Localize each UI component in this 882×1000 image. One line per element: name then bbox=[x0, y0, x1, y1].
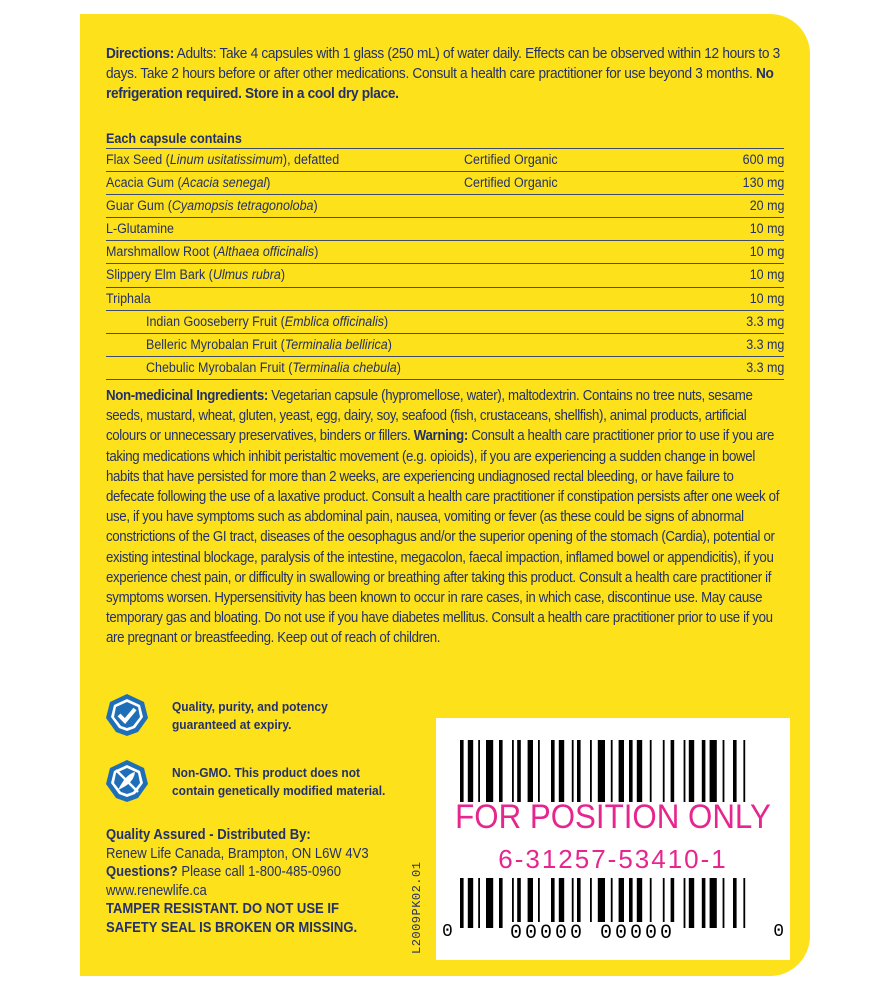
barcode-bar bbox=[460, 878, 464, 928]
quality-badge-text bbox=[172, 698, 328, 734]
ingredient-name: Triphala bbox=[106, 290, 151, 307]
barcode-bar bbox=[598, 878, 605, 928]
barcode-bar bbox=[486, 740, 493, 802]
ingredient-name: Slippery Elm Bark (Ulmus rubra) bbox=[106, 267, 286, 284]
barcode-bar bbox=[577, 878, 581, 928]
distributor-address: Renew Life Canada, Brampton, ON L6W 4V3 bbox=[106, 845, 369, 862]
distributor-title: Quality Assured - Distributed By: bbox=[106, 827, 311, 843]
ingredient-row bbox=[106, 148, 784, 171]
barcode-bar bbox=[629, 878, 633, 928]
barcode-right-digit: 0 bbox=[773, 922, 784, 942]
barcode-bar bbox=[528, 878, 533, 928]
barcode-bar bbox=[611, 740, 613, 802]
questions-phone: Please call 1-800-485-0960 bbox=[177, 864, 342, 880]
ingredient-name: Marshmallow Root (Althaea officinalis) bbox=[106, 244, 319, 261]
barcode-bar bbox=[551, 878, 555, 928]
barcode-bar bbox=[611, 878, 613, 928]
barcode-bar bbox=[499, 878, 503, 928]
ingredient-name: Chebulic Myrobalan Fruit (Terminalia chebula) bbox=[146, 359, 401, 376]
barcode-bar bbox=[598, 740, 605, 802]
ingredient-name: Flax Seed (Linum usitatissimum), defatted bbox=[106, 152, 340, 168]
barcode-bar bbox=[723, 740, 725, 802]
non-medicinal-label: Non-medicinal Ingredients: bbox=[106, 387, 268, 404]
product-label bbox=[80, 14, 810, 976]
barcode-bar bbox=[671, 740, 675, 802]
ingredient-name: Acacia Gum (Acacia senegal) bbox=[106, 175, 271, 192]
barcode-bar bbox=[637, 740, 642, 802]
barcode-number-text: 6-31257-53410-1 bbox=[498, 844, 728, 874]
warning-label: Warning: bbox=[413, 427, 468, 445]
gmo-badge-text bbox=[172, 764, 385, 800]
ingredient-name: Indian Gooseberry Fruit (Emblica officinalis) bbox=[146, 313, 389, 330]
ingredient-name: L-Glutamine bbox=[106, 221, 175, 238]
barcode-bars-bottom bbox=[460, 878, 766, 928]
barcode-bar bbox=[559, 740, 564, 802]
barcode-middle-digits: 00000 00000 bbox=[506, 922, 679, 945]
tamper-line-1: TAMPER RESISTANT. DO NOT USE IF bbox=[106, 901, 339, 917]
ingredient-amount: 20 mg bbox=[749, 198, 784, 215]
tamper-line-2: SAFETY SEAL IS BROKEN OR MISSING. bbox=[106, 919, 358, 936]
ingredient-row bbox=[106, 263, 784, 286]
barcode-bar bbox=[650, 878, 652, 928]
barcode-bar bbox=[684, 740, 686, 802]
barcode-bar bbox=[710, 740, 717, 802]
ingredient-row bbox=[106, 310, 784, 333]
ingredients-table bbox=[106, 148, 784, 380]
barcode-bar bbox=[619, 740, 624, 802]
barcode-bar bbox=[468, 878, 473, 928]
barcode-bar bbox=[702, 878, 706, 928]
ingredient-amount: 600 mg bbox=[742, 152, 784, 168]
ingredient-row bbox=[106, 240, 784, 263]
ingredient-amount: 3.3 mg bbox=[745, 359, 784, 376]
questions-label: Questions? bbox=[106, 864, 178, 880]
ingredient-amount: 10 mg bbox=[749, 244, 784, 261]
barcode-bars-top bbox=[460, 740, 766, 802]
barcode-bar bbox=[460, 740, 464, 802]
non-medicinal-text bbox=[106, 386, 784, 649]
barcode-bar bbox=[650, 740, 652, 802]
barcode-bar bbox=[723, 878, 725, 928]
ingredient-amount: 3.3 mg bbox=[745, 313, 784, 330]
barcode-bar bbox=[499, 740, 503, 802]
ingredient-row bbox=[106, 356, 784, 380]
barcode-bar bbox=[538, 740, 540, 802]
barcode-bar bbox=[637, 878, 642, 928]
ingredient-amount: 130 mg bbox=[742, 175, 784, 192]
questions-line bbox=[106, 863, 369, 882]
barcode-bar bbox=[577, 740, 581, 802]
barcode-bar bbox=[629, 740, 633, 802]
barcode-bar bbox=[733, 878, 737, 928]
storage-note: No refrigeration required. Store in a cool dry place. bbox=[106, 65, 774, 102]
ingredient-amount: 10 mg bbox=[749, 267, 784, 284]
ingredient-row bbox=[106, 194, 784, 217]
for-position-only-text: FOR POSITION ONLY bbox=[455, 798, 771, 836]
ingredient-row bbox=[106, 287, 784, 310]
barcode-bar bbox=[590, 740, 592, 802]
barcode-bar bbox=[702, 740, 706, 802]
directions-text bbox=[106, 44, 786, 104]
gmo-line-2: contain genetically modified material. bbox=[172, 783, 386, 798]
distributor-block bbox=[106, 826, 369, 937]
ingredient-name: Guar Gum (Cyamopsis tetragonoloba) bbox=[106, 198, 318, 215]
product-code: L2009PK02.01 bbox=[410, 861, 424, 954]
barcode-bar bbox=[733, 740, 737, 802]
ingredient-amount: 3.3 mg bbox=[745, 336, 784, 353]
barcode-bar bbox=[572, 740, 574, 802]
barcode-bar bbox=[517, 740, 521, 802]
barcode-bar bbox=[572, 878, 574, 928]
barcode-bar bbox=[559, 878, 564, 928]
directions-body: Adults: Take 4 capsules with 1 glass (250 mL) of water daily. Effects can be observed within 12 hours to 3 days. Take 2 hours before or after other medications. Consult a health care practitioner for use beyond 3 months. bbox=[106, 45, 780, 82]
barcode-bar bbox=[478, 878, 480, 928]
ingredient-amount: 10 mg bbox=[749, 290, 784, 307]
barcode-bar bbox=[743, 740, 745, 802]
warning-body: Consult a health care practitioner prior to use if you are taking medications which inhibit peristaltic movement (e.g. opioids), if you are experiencing a sudden change in bowel habits that have persisted for more than 2 weeks, are experiencing undiagnosed rectal bleeding, or have failure to defecate following the use of a laxative product. Consult a health care practitioner if constipation persists after one week of use, if you have symptoms such as abdominal pain, nausea, vomiting or fever (as these could be signs of abnormal constrictions of the GI tract, diseases of the oesophagus and/or the superior opening of the stomach (Cardia), potential or existing intestinal blockage, paralysis of the intestine, megacolon, faecal impaction, inflamed bowel or appendicitis), if you experience chest pain, or difficulty in swallowing or breathing after taking this product. Consult a health care practitioner if symptoms worsen. Hypersensitivity has been known to occur in rare cases, in which case, discontinue use. May cause temporary gas and bloating. Do not use if you have diabetes mellitus. Consult a health care practitioner prior to use if you are pregnant or breastfeeding. Keep out of reach of children. bbox=[106, 427, 780, 647]
barcode-bar bbox=[478, 740, 480, 802]
barcode-bar bbox=[551, 740, 555, 802]
barcode-bar bbox=[689, 740, 694, 802]
ingredient-certification: Certified Organic bbox=[464, 175, 558, 192]
barcode-bar bbox=[689, 878, 694, 928]
barcode-bar bbox=[684, 878, 686, 928]
barcode-bar bbox=[517, 878, 521, 928]
check-shield-icon bbox=[104, 692, 150, 738]
quality-line-2: guaranteed at expiry. bbox=[172, 717, 292, 732]
directions-label: Directions: bbox=[106, 45, 174, 62]
barcode-bar bbox=[468, 740, 473, 802]
non-medicinal-body: Vegetarian capsule (hypromellose, water), maltodextrin. Contains no tree nuts, sesame seeds, mustard, wheat, gluten, yeast, egg, dairy, soy, seafood (fish, crustaceans, shellfish), animal products, artificial colours or unnecessary preservatives, binders or fillers. bbox=[106, 387, 753, 445]
barcode-bar bbox=[663, 878, 665, 928]
barcode-left-digit: 0 bbox=[442, 922, 453, 942]
barcode-bar bbox=[512, 878, 514, 928]
barcode-bar bbox=[710, 878, 717, 928]
barcode-bar bbox=[486, 878, 493, 928]
ingredient-row bbox=[106, 171, 784, 194]
barcode-bar bbox=[590, 878, 592, 928]
ingredients-title: Each capsule contains bbox=[106, 130, 242, 146]
barcode-bar bbox=[619, 878, 624, 928]
ingredient-amount: 10 mg bbox=[749, 221, 784, 238]
ingredient-row bbox=[106, 333, 784, 356]
ingredient-row bbox=[106, 217, 784, 240]
barcode-bar bbox=[512, 740, 514, 802]
gmo-line-1: Non-GMO. This product does not bbox=[172, 765, 361, 780]
barcode-bar bbox=[671, 878, 675, 928]
barcode-bar bbox=[528, 740, 533, 802]
barcode-bar bbox=[743, 878, 745, 928]
barcode-bar bbox=[663, 740, 665, 802]
website-text: www.renewlife.ca bbox=[106, 882, 207, 899]
quality-line-1: Quality, purity, and potency bbox=[172, 699, 328, 714]
ingredient-name: Belleric Myrobalan Fruit (Terminalia bellirica) bbox=[146, 336, 392, 353]
barcode-panel bbox=[436, 718, 790, 960]
ingredient-certification: Certified Organic bbox=[464, 152, 558, 168]
barcode-bar bbox=[538, 878, 540, 928]
no-gmo-leaf-icon bbox=[104, 758, 150, 804]
